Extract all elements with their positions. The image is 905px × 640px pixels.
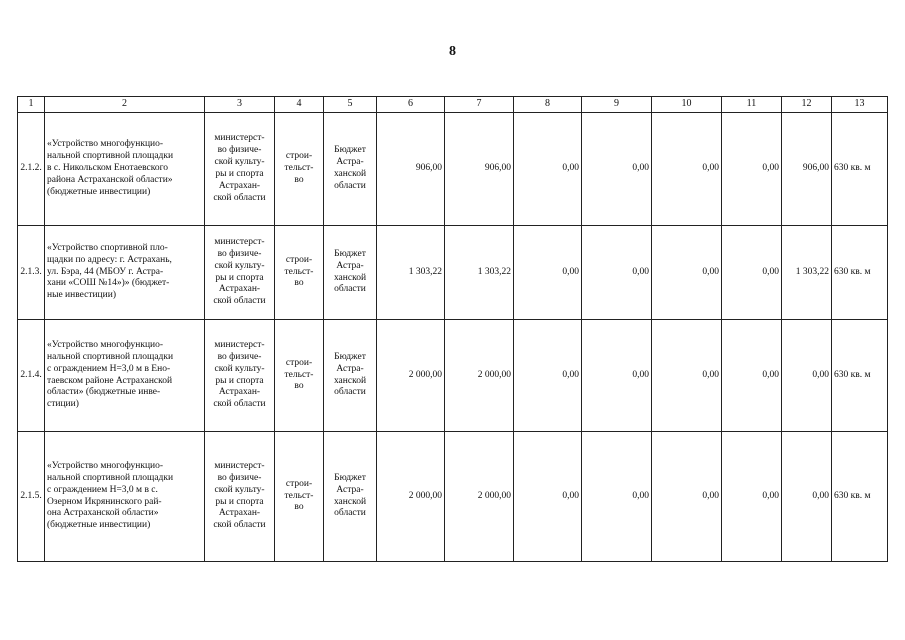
col-header-13: 13 [832,97,888,113]
funding-source [324,113,377,226]
responsible-ministry [205,113,275,226]
amount-col-9: 0,00 [582,113,652,226]
col-header-12: 12 [782,97,832,113]
text-line: нальной спортивной площадки [47,472,174,483]
text-line: с ограждением Н=3,0 м в с. [47,484,158,495]
page-number: 8 [449,44,456,59]
text-line: во физиче- [217,472,262,483]
text-line: ханской [333,169,367,179]
amount-col-6: 906,00 [377,113,445,226]
col-header-9: 9 [582,97,652,113]
text-line: министерст- [214,133,265,144]
text-line: Бюджет [334,248,366,259]
amount-col-12: 906,00 [782,113,832,226]
amount-col-10: 0,00 [652,113,722,226]
text-line: строи- [285,357,313,368]
text-line: Бюджет [334,472,366,483]
text-line: тельст- [284,266,314,277]
text-line: «Устройство многофункцио- [47,139,164,150]
text-line: области [334,387,366,398]
text-line: с ограждением Н=3,0 м в Ено- [47,363,171,374]
text-line: (бюджетные инвестиции) [47,520,151,531]
responsible-ministry [205,432,275,562]
amount-col-7: 2 000,00 [445,320,514,432]
project-name [45,226,205,320]
text-line: во [294,502,304,513]
area-value: 630 кв. м [832,432,888,562]
row-id: 2.1.5. [18,432,45,562]
table-row [18,320,888,432]
col-header-4: 4 [275,97,324,113]
col-header-11: 11 [722,97,782,113]
col-header-5: 5 [324,97,377,113]
amount-col-7: 2 000,00 [445,432,514,562]
text-line: таевском районе Астраханской [47,375,173,386]
text-line: Астрахан- [218,180,261,191]
project-name [45,320,205,432]
amount-col-11: 0,00 [722,113,782,226]
work-type [275,226,324,320]
text-line: ры и спорта [215,272,264,283]
amount-col-8: 0,00 [514,320,582,432]
text-line: Астра- [336,484,364,495]
amount-col-6: 1 303,22 [377,226,445,320]
text-line: Бюджет [334,351,366,362]
text-line: строи- [285,478,313,489]
text-line: Бюджет [334,145,366,156]
amount-col-10: 0,00 [652,320,722,432]
table-row [18,226,888,320]
work-type [275,113,324,226]
text-line: во физиче- [217,145,262,156]
work-type [275,432,324,562]
text-line: нальной спортивной площадки [47,351,174,362]
responsible-ministry [205,226,275,320]
text-line: министерст- [214,236,265,247]
work-type [275,320,324,432]
text-line: во [294,278,304,289]
area-value: 630 кв. м [832,320,888,432]
text-line: «Устройство спортивной пло- [47,242,168,253]
col-header-8: 8 [514,97,582,113]
text-line: ской области [213,296,266,307]
text-line: тельст- [284,369,314,380]
amount-col-12: 0,00 [782,432,832,562]
area-value: 630 кв. м [832,113,888,226]
amount-col-11: 0,00 [722,432,782,562]
text-line: ханской [333,375,367,386]
amount-col-6: 2 000,00 [377,320,445,432]
amount-col-12: 0,00 [782,320,832,432]
col-header-2: 2 [45,97,205,113]
col-header-7: 7 [445,97,514,113]
amount-col-10: 0,00 [652,432,722,562]
text-line: района Астраханской области» [47,174,173,185]
table-row [18,113,888,226]
text-line: Астра- [336,260,364,271]
amount-col-8: 0,00 [514,226,582,320]
text-line: Астрахан- [218,508,261,519]
amount-col-8: 0,00 [514,113,582,226]
row-id: 2.1.3. [18,226,45,320]
text-line: ской культу- [214,260,265,271]
col-header-10: 10 [652,97,722,113]
text-line: ханской [333,496,367,507]
text-line: во физиче- [217,351,262,362]
text-line: ской области [213,520,266,531]
text-line: области [334,180,366,191]
funding-source [324,226,377,320]
text-line: Озерном Икрянинского рай- [47,496,162,507]
text-line: строи- [285,151,313,162]
text-line: ры и спорта [215,375,264,386]
text-line: стиции) [47,399,79,410]
text-line: ской области [213,399,266,410]
responsible-ministry [205,320,275,432]
col-header-6: 6 [377,97,445,113]
text-line: во физиче- [217,248,262,259]
header-row [18,97,888,113]
text-line: ханской [333,272,367,283]
amount-col-9: 0,00 [582,432,652,562]
funding-source [324,432,377,562]
text-line: ской культу- [214,484,265,495]
text-line: тельст- [284,163,314,174]
amount-col-8: 0,00 [514,432,582,562]
text-line: ской культу- [214,363,265,374]
amount-col-6: 2 000,00 [377,432,445,562]
text-line: «Устройство многофункцио- [47,339,164,350]
text-line: ул. Бэра, 44 (МБОУ г. Астра- [47,266,164,277]
row-id: 2.1.2. [18,113,45,226]
text-line: в с. Никольском Енотаевского [47,163,169,174]
text-line: Астра- [336,157,364,168]
text-line: области» (бюджетные инве- [47,387,161,398]
project-name [45,113,205,226]
text-line: во [294,381,304,392]
amount-col-12: 1 303,22 [782,226,832,320]
text-line: «Устройство многофункцио- [47,460,164,471]
text-line: строи- [285,254,313,265]
text-line: Астрахан- [218,284,261,295]
amount-col-11: 0,00 [722,226,782,320]
text-line: она Астраханской области» [47,508,159,519]
text-line: ской культу- [214,157,265,168]
text-line: ры и спорта [215,169,264,179]
amount-col-11: 0,00 [722,320,782,432]
text-line: хани «СОШ №14»)» (бюджет- [47,278,170,289]
text-line: ры и спорта [215,496,264,507]
col-header-1: 1 [18,97,45,113]
text-line: ные инвестиции) [47,290,116,301]
amount-col-10: 0,00 [652,226,722,320]
amount-col-7: 906,00 [445,113,514,226]
funding-source [324,320,377,432]
amount-col-9: 0,00 [582,320,652,432]
text-line: области [334,284,366,295]
text-line: во [294,174,304,185]
project-name [45,432,205,562]
text-line: (бюджетные инвестиции) [47,186,151,197]
col-header-3: 3 [205,97,275,113]
text-line: нальной спортивной площадки [47,151,174,162]
text-line: министерст- [214,339,265,350]
text-line: щадки по адресу: г. Астрахань, [47,254,172,265]
amount-col-7: 1 303,22 [445,226,514,320]
text-line: министерст- [214,460,265,471]
text-line: тельст- [284,490,314,501]
table-row [18,432,888,562]
row-id: 2.1.4. [18,320,45,432]
text-line: ской области [213,192,266,203]
amount-col-9: 0,00 [582,226,652,320]
program-table [17,96,888,562]
text-line: области [334,508,366,519]
text-line: Астрахан- [218,387,261,398]
area-value: 630 кв. м [832,226,888,320]
text-line: Астра- [336,363,364,374]
